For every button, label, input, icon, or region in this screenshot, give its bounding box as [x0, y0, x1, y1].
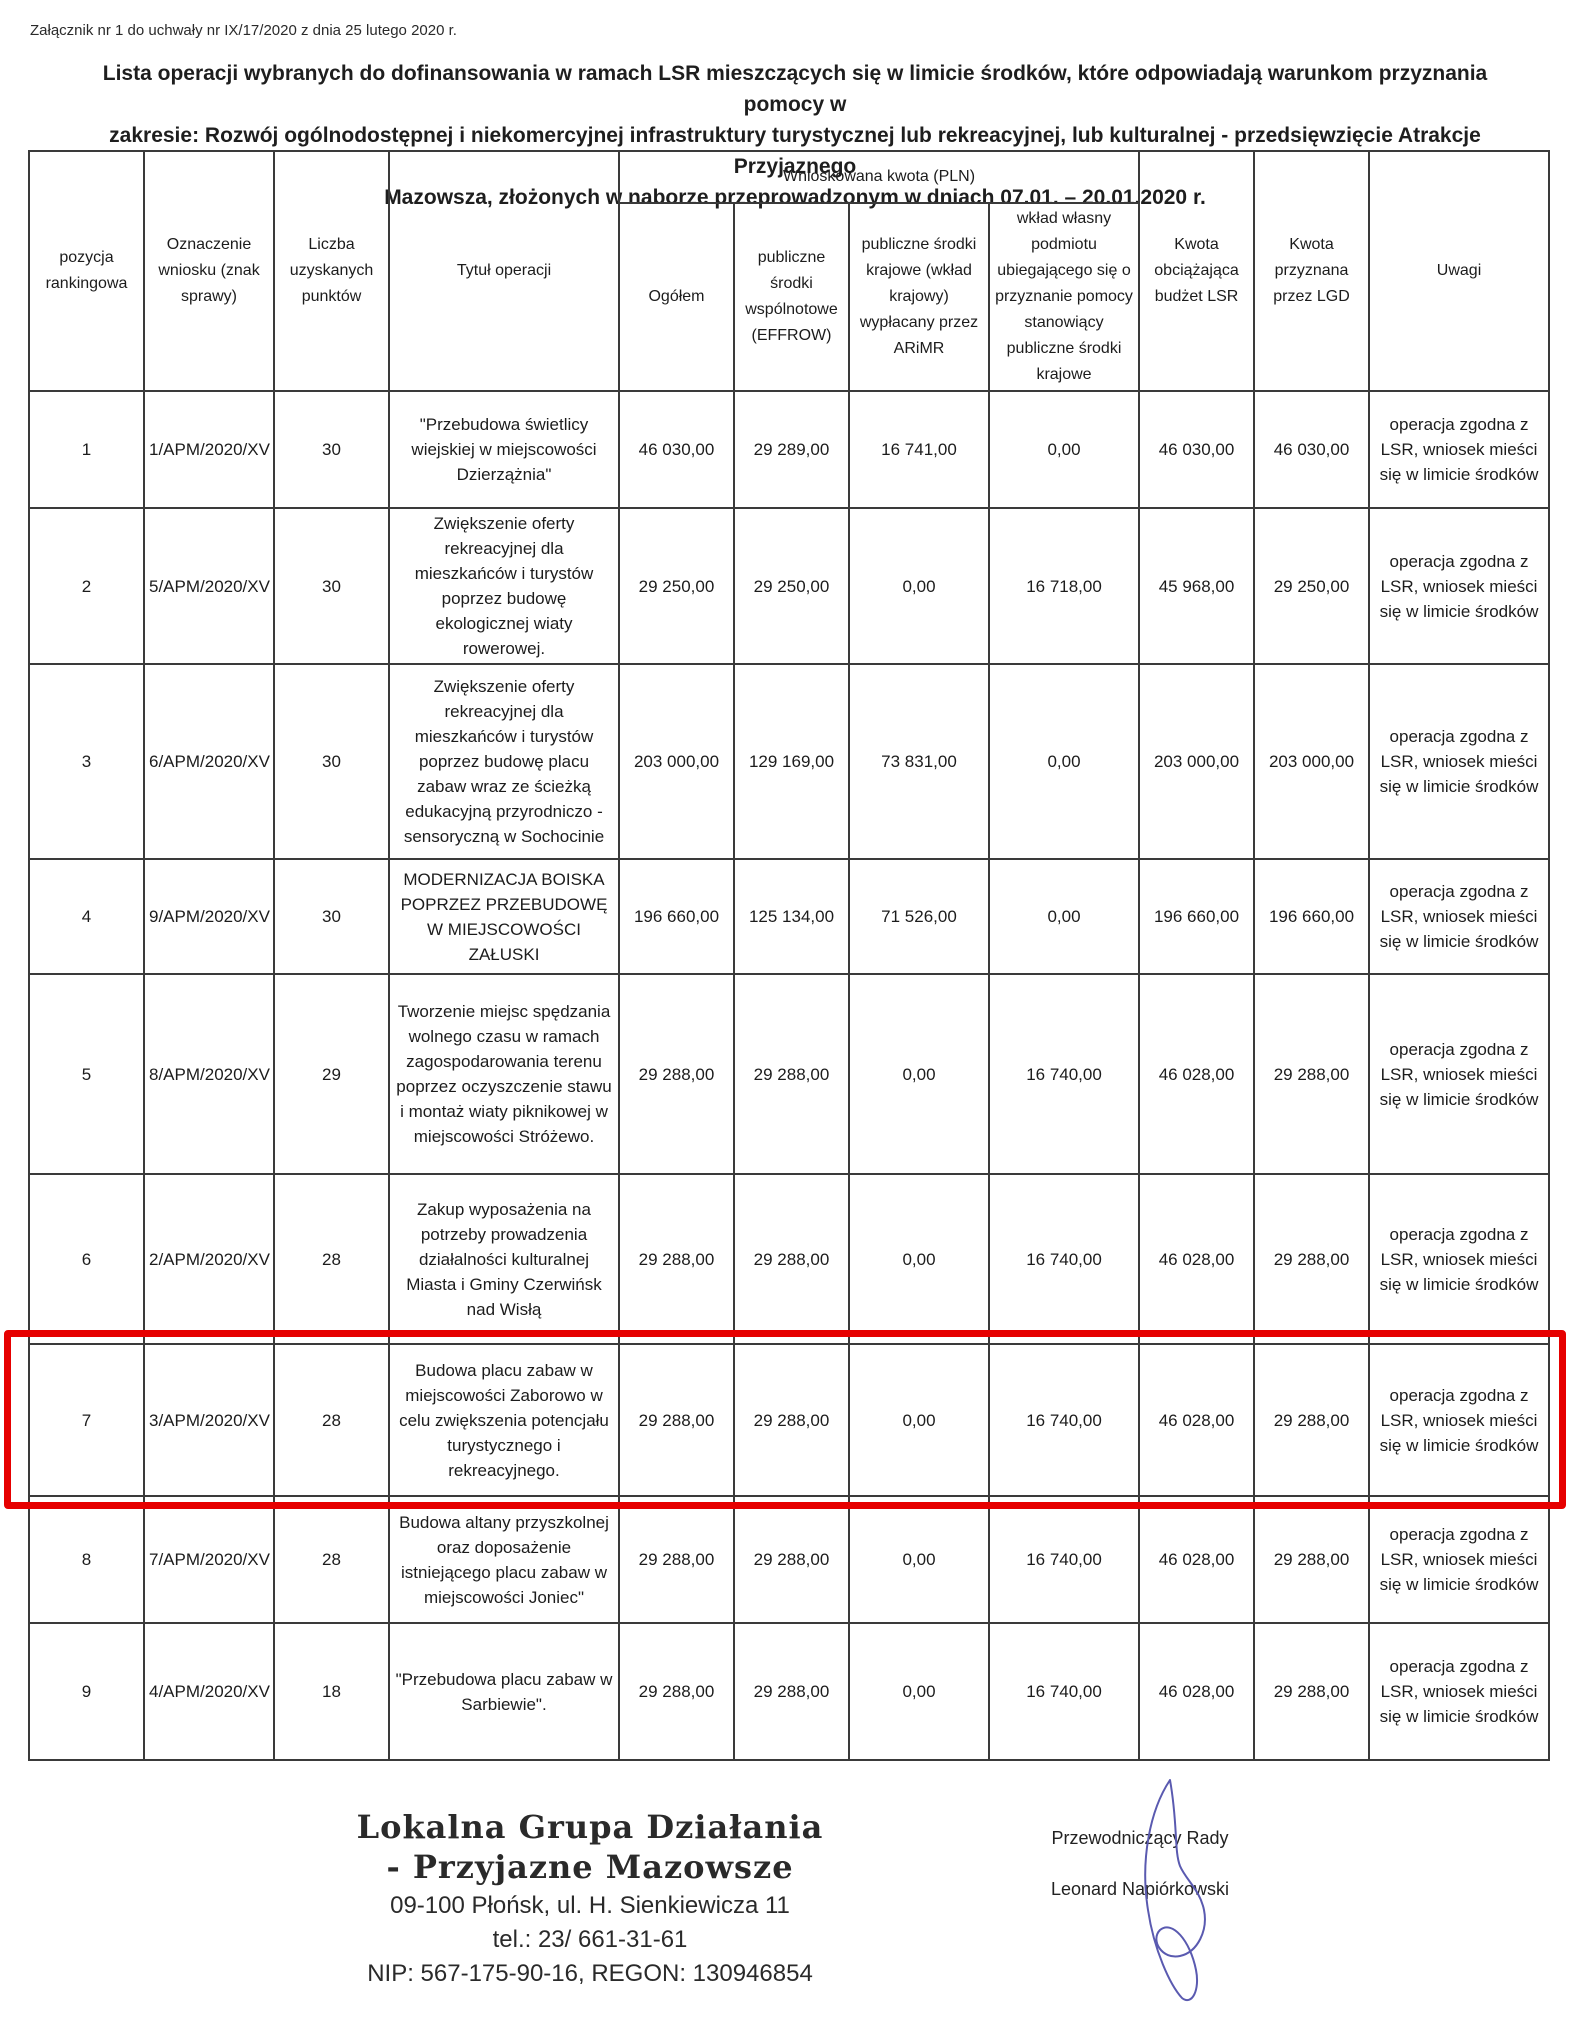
header-national: publiczne środki krajowe (wkład krajowy) wypłacany przez ARiMR — [849, 203, 989, 391]
cell-title: Zwiększenie oferty rekreacyjnej dla mieszkańców i turystów poprzez budowę ekologicznej wiaty rowerowej. — [389, 508, 619, 664]
cell-lsr: 46 028,00 — [1139, 1496, 1254, 1623]
header-points: Liczba uzyskanych punktów — [274, 151, 389, 391]
cell-ref: 9/APM/2020/XV — [144, 859, 274, 974]
header-ref: Oznaczenie wniosku (znak sprawy) — [144, 151, 274, 391]
cell-total: 29 288,00 — [619, 1174, 734, 1344]
cell-title: MODERNIZACJA BOISKA POPRZEZ PRZEBUDOWĘ W MIEJSCOWOŚCI ZAŁUSKI — [389, 859, 619, 974]
cell-title: Budowa altany przyszkolnej oraz doposażenie istniejącego placu zabaw w miejscowości Joniec" — [389, 1496, 619, 1623]
cell-note: operacja zgodna z LSR, wniosek mieści się w limicie środków — [1369, 1496, 1549, 1623]
cell-national: 0,00 — [849, 1344, 989, 1496]
cell-ref: 3/APM/2020/XV — [144, 1344, 274, 1496]
cell-pos: 8 — [29, 1496, 144, 1623]
table-row — [29, 974, 1549, 1174]
table-row — [29, 391, 1549, 508]
stamp-phone: tel.: 23/ 661-31-61 — [492, 1926, 688, 1953]
cell-own: 16 740,00 — [989, 1344, 1139, 1496]
cell-national: 0,00 — [849, 1174, 989, 1344]
cell-eu: 29 289,00 — [734, 391, 849, 508]
cell-pos: 6 — [29, 1174, 144, 1344]
cell-pos: 5 — [29, 974, 144, 1174]
header-title: Tytuł operacji — [389, 151, 619, 391]
cell-title: Zakup wyposażenia na potrzeby prowadzenia działalności kulturalnej Miasta i Gminy Czerwińsk nad Wisłą — [389, 1174, 619, 1344]
cell-note: operacja zgodna z LSR, wniosek mieści się w limicie środków — [1369, 508, 1549, 664]
header-requested-group: Wnioskowana kwota (PLN) — [619, 151, 1139, 203]
organization-stamp — [330, 1808, 850, 1988]
cell-own: 16 718,00 — [989, 508, 1139, 664]
cell-lsr: 46 028,00 — [1139, 1344, 1254, 1496]
stamp-org-line-2: - Przyjazne Mazowsze — [386, 1848, 794, 1886]
cell-lgd: 29 250,00 — [1254, 508, 1369, 664]
cell-title: "Przebudowa placu zabaw w Sarbiewie". — [389, 1623, 619, 1760]
cell-points: 28 — [274, 1344, 389, 1496]
table-row — [29, 1623, 1549, 1760]
cell-own: 0,00 — [989, 391, 1139, 508]
header-position: pozycja rankingowa — [29, 151, 144, 391]
cell-pos: 9 — [29, 1623, 144, 1760]
cell-pos: 7 — [29, 1344, 144, 1496]
header-eu: publiczne środki wspólnotowe (EFFROW) — [734, 203, 849, 391]
signatory-name: Leonard Napiórkowski — [1050, 1879, 1230, 1899]
table-row — [29, 508, 1549, 664]
cell-national: 71 526,00 — [849, 859, 989, 974]
header-total: Ogółem — [619, 203, 734, 391]
cell-total: 29 288,00 — [619, 1344, 734, 1496]
cell-pos: 1 — [29, 391, 144, 508]
table-row — [29, 1174, 1549, 1344]
cell-points: 28 — [274, 1496, 389, 1623]
table-row — [29, 1496, 1549, 1623]
cell-lgd: 29 288,00 — [1254, 974, 1369, 1174]
annex-reference: Załącznik nr 1 do uchwały nr IX/17/2020 z dnia 25 lutego 2020 r. — [30, 22, 457, 39]
cell-national: 0,00 — [849, 1623, 989, 1760]
cell-lgd: 29 288,00 — [1254, 1344, 1369, 1496]
cell-national: 73 831,00 — [849, 664, 989, 859]
cell-lgd: 29 288,00 — [1254, 1496, 1369, 1623]
cell-lgd: 203 000,00 — [1254, 664, 1369, 859]
cell-lgd: 29 288,00 — [1254, 1174, 1369, 1344]
cell-lsr: 46 028,00 — [1139, 1623, 1254, 1760]
cell-points: 30 — [274, 391, 389, 508]
cell-total: 29 250,00 — [619, 508, 734, 664]
heading-line-1: Lista operacji wybranych do dofinansowania w ramach LSR mieszczących się w limicie środków, które odpowiadają warunkom przyznania pomocy w — [102, 62, 1488, 116]
cell-own: 16 740,00 — [989, 1623, 1139, 1760]
cell-own: 0,00 — [989, 664, 1139, 859]
cell-lsr: 203 000,00 — [1139, 664, 1254, 859]
cell-total: 29 288,00 — [619, 974, 734, 1174]
cell-ref: 1/APM/2020/XV — [144, 391, 274, 508]
cell-total: 29 288,00 — [619, 1623, 734, 1760]
cell-total: 203 000,00 — [619, 664, 734, 859]
cell-own: 16 740,00 — [989, 1174, 1139, 1344]
cell-total: 29 288,00 — [619, 1496, 734, 1623]
cell-total: 46 030,00 — [619, 391, 734, 508]
cell-ref: 8/APM/2020/XV — [144, 974, 274, 1174]
cell-note: operacja zgodna z LSR, wniosek mieści się w limicie środków — [1369, 859, 1549, 974]
signatory-role: Przewodniczący Rady — [1051, 1828, 1229, 1848]
heading-line-2: zakresie: Rozwój ogólnodostępnej i niekomercyjnej infrastruktury turystycznej lub rekreacyjnej, lub kulturalnej - przedsięwzięcie Atrakcje Przyjaznego — [109, 124, 1481, 178]
table-row — [29, 664, 1549, 859]
cell-eu: 29 288,00 — [734, 1623, 849, 1760]
cell-lsr: 46 028,00 — [1139, 1174, 1254, 1344]
cell-title: Budowa placu zabaw w miejscowości Zaborowo w celu zwiększenia potencjału turystycznego i rekreacyjnego. — [389, 1344, 619, 1496]
header-lsr-budget: Kwota obciążająca budżet LSR — [1139, 151, 1254, 391]
cell-eu: 125 134,00 — [734, 859, 849, 974]
stamp-address: 09-100 Płońsk, ul. H. Sienkiewicza 11 — [390, 1892, 790, 1919]
cell-points: 30 — [274, 859, 389, 974]
cell-eu: 29 288,00 — [734, 1174, 849, 1344]
operations-table — [28, 150, 1550, 1761]
cell-eu: 129 169,00 — [734, 664, 849, 859]
cell-national: 0,00 — [849, 1496, 989, 1623]
cell-note: operacja zgodna z LSR, wniosek mieści się w limicie środków — [1369, 664, 1549, 859]
cell-lsr: 46 028,00 — [1139, 974, 1254, 1174]
cell-title: Zwiększenie oferty rekreacyjnej dla mieszkańców i turystów poprzez budowę placu zabaw wraz ze ścieżką edukacyjną przyrodniczo - sensoryczną w Sochocinie — [389, 664, 619, 859]
cell-ref: 5/APM/2020/XV — [144, 508, 274, 664]
stamp-org-line-1: Lokalna Grupa Działania — [356, 1808, 824, 1846]
heading-line-3: Mazowsza, złożonych w naborze przeprowadzonym w dniach 07.01. – 20.01.2020 r. — [384, 186, 1206, 209]
cell-national: 0,00 — [849, 508, 989, 664]
cell-lsr: 45 968,00 — [1139, 508, 1254, 664]
cell-note: operacja zgodna z LSR, wniosek mieści się w limicie środków — [1369, 1623, 1549, 1760]
cell-points: 29 — [274, 974, 389, 1174]
cell-lgd: 46 030,00 — [1254, 391, 1369, 508]
cell-lsr: 46 030,00 — [1139, 391, 1254, 508]
cell-points: 30 — [274, 664, 389, 859]
cell-note: operacja zgodna z LSR, wniosek mieści się w limicie środków — [1369, 1174, 1549, 1344]
cell-points: 18 — [274, 1623, 389, 1760]
handwritten-signature — [1100, 1770, 1230, 2010]
cell-lgd: 29 288,00 — [1254, 1623, 1369, 1760]
cell-eu: 29 288,00 — [734, 974, 849, 1174]
cell-lsr: 196 660,00 — [1139, 859, 1254, 974]
cell-pos: 3 — [29, 664, 144, 859]
header-own: wkład własny podmiotu ubiegającego się o przyznanie pomocy stanowiący publiczne środki krajowe — [989, 203, 1139, 391]
cell-title: Tworzenie miejsc spędzania wolnego czasu w ramach zagospodarowania terenu poprzez oczyszczenie stawu i montaż wiaty piknikowej w miejscowości Stróżewo. — [389, 974, 619, 1174]
header-lgd-granted: Kwota przyznana przez LGD — [1254, 151, 1369, 391]
cell-ref: 6/APM/2020/XV — [144, 664, 274, 859]
cell-national: 16 741,00 — [849, 391, 989, 508]
cell-note: operacja zgodna z LSR, wniosek mieści się w limicie środków — [1369, 391, 1549, 508]
header-notes: Uwagi — [1369, 151, 1549, 391]
stamp-ids: NIP: 567-175-90-16, REGON: 130946854 — [367, 1960, 813, 1987]
cell-ref: 7/APM/2020/XV — [144, 1496, 274, 1623]
table-row — [29, 859, 1549, 974]
cell-note: operacja zgodna z LSR, wniosek mieści się w limicie środków — [1369, 974, 1549, 1174]
cell-points: 28 — [274, 1174, 389, 1344]
table-row — [29, 1344, 1549, 1496]
cell-points: 30 — [274, 508, 389, 664]
cell-ref: 4/APM/2020/XV — [144, 1623, 274, 1760]
cell-title: "Przebudowa świetlicy wiejskiej w miejscowości Dzierzążnia" — [389, 391, 619, 508]
cell-pos: 2 — [29, 508, 144, 664]
cell-own: 16 740,00 — [989, 1496, 1139, 1623]
cell-eu: 29 288,00 — [734, 1496, 849, 1623]
cell-note: operacja zgodna z LSR, wniosek mieści się w limicie środków — [1369, 1344, 1549, 1496]
cell-pos: 4 — [29, 859, 144, 974]
cell-national: 0,00 — [849, 974, 989, 1174]
cell-eu: 29 288,00 — [734, 1344, 849, 1496]
cell-own: 0,00 — [989, 859, 1139, 974]
cell-own: 16 740,00 — [989, 974, 1139, 1174]
cell-ref: 2/APM/2020/XV — [144, 1174, 274, 1344]
cell-lgd: 196 660,00 — [1254, 859, 1369, 974]
cell-eu: 29 250,00 — [734, 508, 849, 664]
cell-total: 196 660,00 — [619, 859, 734, 974]
